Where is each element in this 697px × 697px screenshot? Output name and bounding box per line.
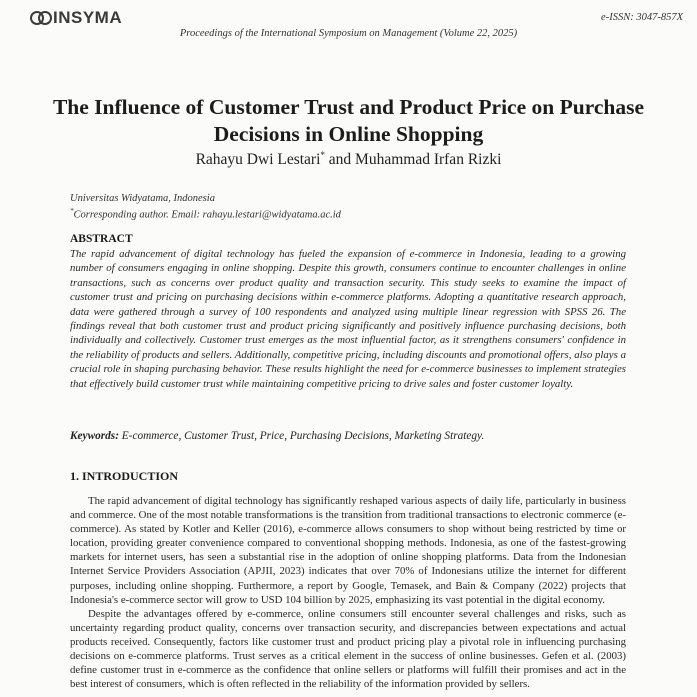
proceedings-header: Proceedings of the International Symposium on Management (Volume 22, 2025) <box>179 28 518 39</box>
abstract-heading: ABSTRACT <box>70 233 133 245</box>
section-heading: 1. INTRODUCTION <box>70 469 179 483</box>
affiliation-block <box>70 192 341 222</box>
corresponding-author <box>70 205 341 222</box>
logo-text: INSYMA <box>53 8 123 27</box>
paragraph: The rapid advancement of digital technology has significantly reshaped various aspects of daily life, particularly in business and commerce. One of the most notable transformations is the transition from traditional transactions to electronic commerce (e-commerce). As stated by Kotler and Keller (2016), e-commerce allows consumers to shop without being restricted by time or location, providing greater convenience compared to conventional shopping methods. Indonesia, as one of the fastest-growing markets for internet users, has seen a substantial rise in the adoption of online shopping platforms. Data from the Indonesian Internet Service Providers Association (APJII, 2023) indicates that over 70% of Indonesians utilize the internet for different purposes, including online shopping. Furthermore, a report by Google, Temasek, and Bain & Company (2022) projects that Indonesia's e-commerce sector will grow to USD 104 billion by 2025, emphasizing its vast potential in the digital economy. <box>70 495 626 606</box>
logo-mark-icon <box>30 10 52 26</box>
keywords <box>70 430 626 442</box>
corresponding-mark: * <box>70 207 74 215</box>
paragraph: Despite the advantages offered by e-commerce, online consumers still encounter several challenges and risks, such as uncertainty regarding product quality, concerns over transaction security, and discrepancies between expectations and actual products received. Consequently, factors like customer trust and product pricing play a pivotal role in influencing purchasing decisions on e-commerce platforms. Trust serves as a critical element in the success of online businesses. Gefen et al. (2003) define customer trust in e-commerce as the confidence that online sellers or platforms will fulfill their promises and act in the best interest of consumers, which is often reflected in the reliability of the information provided by sellers. <box>70 607 626 691</box>
corresponding-email: Corresponding author. Email: rahayu.lestari@widyatama.ac.id <box>73 209 341 221</box>
conference-logo <box>30 8 122 28</box>
author-separator: and <box>324 151 356 169</box>
author-name: Rahayu Dwi Lestari <box>195 151 321 169</box>
corresponding-mark: * <box>320 150 325 160</box>
paper-title: The Influence of Customer Trust and Product Price on Purchase Decisions in Online Shopping <box>52 95 645 146</box>
introduction-body <box>70 494 626 691</box>
keywords-label: Keywords: <box>70 430 119 442</box>
keywords-text: E-commerce, Customer Trust, Price, Purchasing Decisions, Marketing Strategy. <box>121 430 485 442</box>
author-name: Muhammad Irfan Rizki <box>355 151 502 169</box>
issn: e-ISSN: 3047-857X <box>601 12 683 23</box>
author-line <box>0 150 697 169</box>
abstract-text: The rapid advancement of digital technology has fueled the expansion of e-commerce in Indonesia, leading to a growing number of consumers engaging in online shopping. Despite this growth, consumers continue to encounter challenges in online transactions, such as concerns over product quality and transaction security. This study seeks to examine the impact of customer trust and pricing on purchasing decisions within e-commerce platforms. Adopting a quantitative research approach, data were gathered through a survey of 100 respondents and analyzed using multiple linear regression with SPSS 26. The findings reveal that both customer trust and product pricing significantly and positively influence purchasing decisions, both individually and collectively. Customer trust emerges as the most influential factor, as it strengthens consumers' confidence in the reliability of products and sellers. Additionally, competitive pricing, including discounts and promotional offers, also plays a crucial role in shaping purchasing behavior. These results highlight the need for e-commerce businesses to implement strategies that effectively build customer trust while maintaining competitive pricing to drive sales and foster customer loyalty. <box>70 248 626 390</box>
affiliation: Universitas Widyatama, Indonesia <box>70 193 215 204</box>
